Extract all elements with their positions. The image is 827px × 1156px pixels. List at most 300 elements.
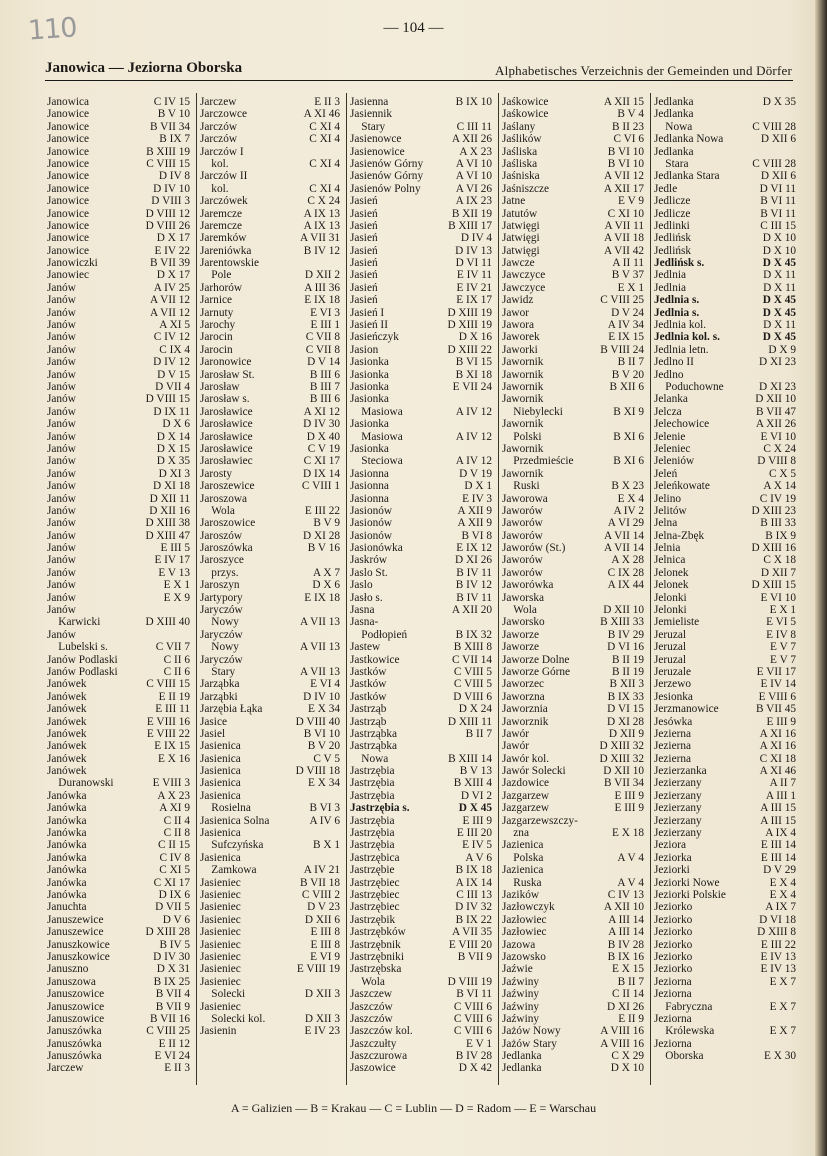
place-name: Jasienowce bbox=[350, 133, 402, 146]
place-name: Jaroszewice bbox=[200, 480, 255, 493]
grid-reference: C II 4 bbox=[163, 814, 190, 827]
place-name: Jedlnia letn. bbox=[654, 343, 709, 356]
index-entry bbox=[654, 765, 796, 777]
grid-reference: D X 11 bbox=[763, 281, 796, 294]
index-entry bbox=[502, 666, 644, 678]
place-name: Jastrzębia bbox=[350, 765, 395, 778]
grid-reference: D XII 6 bbox=[760, 170, 796, 183]
place-name: Janów bbox=[47, 579, 76, 592]
index-entry bbox=[47, 926, 190, 938]
place-name: Jastków bbox=[350, 678, 387, 691]
grid-reference: E II 9 bbox=[618, 1012, 644, 1025]
place-name: przys. bbox=[200, 566, 239, 579]
place-name: Jastrzębków bbox=[350, 926, 406, 939]
column-divider bbox=[346, 93, 347, 1085]
index-entry bbox=[47, 579, 190, 591]
grid-reference: D VIII 19 bbox=[447, 975, 492, 988]
index-entry bbox=[502, 740, 644, 752]
grid-reference: D VII 5 bbox=[155, 901, 190, 914]
grid-reference: A VI 10 bbox=[455, 170, 492, 183]
grid-reference: B IV 12 bbox=[303, 244, 340, 257]
place-name: Jaroszówka bbox=[200, 542, 253, 555]
grid-reference: D XII 2 bbox=[304, 269, 340, 282]
index-entry bbox=[502, 703, 644, 715]
grid-reference: B XII 3 bbox=[609, 678, 644, 691]
book-spine-shadow bbox=[815, 0, 827, 1156]
index-entry bbox=[502, 1062, 644, 1074]
place-name: Jasień bbox=[350, 281, 378, 294]
grid-reference: A V 6 bbox=[465, 851, 492, 864]
grid-reference: C X 29 bbox=[611, 1050, 644, 1063]
place-name: Jasień bbox=[350, 294, 378, 307]
index-entry bbox=[350, 121, 492, 133]
index-entry bbox=[47, 220, 190, 232]
place-name: Nowa bbox=[654, 120, 693, 133]
index-entry bbox=[200, 629, 340, 641]
index-entry bbox=[350, 356, 492, 368]
index-entry bbox=[200, 245, 340, 257]
place-name: Jasieniec bbox=[200, 901, 241, 914]
grid-reference: D VIII 12 bbox=[145, 207, 190, 220]
place-name: Jaslo St. bbox=[350, 566, 388, 579]
place-name: Jedlińsk s. bbox=[654, 257, 705, 270]
grid-reference: A IV 34 bbox=[607, 319, 644, 332]
place-name: Jaryczów bbox=[200, 604, 243, 617]
index-entry bbox=[654, 641, 796, 653]
index-entry bbox=[350, 158, 492, 170]
place-name: Jatwięgi bbox=[502, 232, 540, 245]
index-entry bbox=[200, 901, 340, 913]
grid-reference: B III 6 bbox=[309, 368, 340, 381]
grid-reference: D XIII 38 bbox=[145, 517, 190, 530]
index-entry bbox=[502, 827, 644, 839]
place-name: Jeziorko bbox=[654, 938, 693, 951]
index-entry bbox=[502, 418, 644, 430]
index-entry bbox=[502, 678, 644, 690]
grid-reference: A VII 13 bbox=[300, 616, 340, 629]
place-name: Jeruzal bbox=[654, 628, 686, 641]
grid-reference: C VIII 15 bbox=[146, 157, 190, 170]
place-name: Jemieliste bbox=[654, 616, 700, 629]
index-entry bbox=[502, 716, 644, 728]
index-entry bbox=[200, 208, 340, 220]
grid-reference: A IX 14 bbox=[455, 876, 492, 889]
place-name: Jasionów bbox=[350, 517, 393, 530]
grid-reference: D XII 10 bbox=[603, 765, 644, 778]
place-name: Jedlanka Stara bbox=[654, 170, 720, 183]
place-name: Janowice bbox=[47, 133, 90, 146]
index-entry bbox=[350, 654, 492, 666]
index-entry bbox=[200, 530, 340, 542]
index-entry bbox=[47, 542, 190, 554]
index-entry bbox=[654, 914, 796, 926]
place-name: Jasieniec bbox=[200, 926, 241, 939]
grid-reference: A IV 12 bbox=[455, 405, 492, 418]
grid-reference: E V 13 bbox=[158, 566, 190, 579]
place-name: Janowiec bbox=[47, 269, 90, 282]
index-entry bbox=[200, 468, 340, 480]
index-entry bbox=[502, 146, 644, 158]
place-name: Jawornik bbox=[502, 393, 544, 406]
place-name: Steciowa bbox=[350, 455, 403, 468]
grid-reference: D X 40 bbox=[306, 430, 340, 443]
grid-reference: A XII 17 bbox=[603, 182, 644, 195]
grid-reference: E IV 21 bbox=[456, 281, 492, 294]
index-entry bbox=[47, 629, 190, 641]
index-entry bbox=[502, 195, 644, 207]
grid-reference: D X 14 bbox=[156, 430, 190, 443]
index-entry bbox=[654, 976, 796, 988]
place-name: Janówek bbox=[47, 752, 87, 765]
grid-reference: A IX 44 bbox=[607, 579, 644, 592]
index-entry bbox=[350, 455, 492, 467]
index-entry bbox=[654, 592, 796, 604]
index-entry bbox=[47, 852, 190, 864]
index-entry bbox=[502, 356, 644, 368]
grid-reference: C II 14 bbox=[611, 988, 644, 1001]
index-entry bbox=[200, 666, 340, 678]
place-name: Jastrzębik bbox=[350, 913, 396, 926]
place-name: Jeziorki Polskie bbox=[654, 889, 726, 901]
place-name: Jezierzany bbox=[654, 802, 702, 815]
grid-reference: D XIII 32 bbox=[599, 752, 644, 765]
place-name: Jastrzębia s. bbox=[350, 802, 410, 815]
grid-reference: D XIII 15 bbox=[751, 579, 796, 592]
grid-reference: A IV 25 bbox=[153, 281, 190, 294]
grid-reference: B V 16 bbox=[307, 542, 340, 555]
index-entry bbox=[200, 963, 340, 975]
place-name: Jarocin bbox=[200, 343, 233, 356]
place-name: Janów bbox=[47, 343, 76, 356]
grid-reference: A III 1 bbox=[765, 789, 796, 802]
index-entry bbox=[502, 269, 644, 281]
index-entry bbox=[200, 170, 340, 182]
grid-reference: A VIII 16 bbox=[600, 1037, 644, 1050]
place-name: Jaworów bbox=[502, 504, 543, 517]
index-entry bbox=[47, 245, 190, 257]
grid-reference: D XIII 40 bbox=[145, 616, 190, 629]
place-name: Jasiel bbox=[200, 727, 226, 740]
grid-reference: C IV 8 bbox=[159, 851, 190, 864]
grid-reference: C VIII 5 bbox=[453, 665, 492, 678]
index-entry bbox=[502, 815, 644, 827]
place-name: Jeziorna bbox=[654, 1012, 692, 1025]
index-entry bbox=[502, 208, 644, 220]
grid-reference: E IV 13 bbox=[760, 963, 796, 976]
place-name: Jaźwie bbox=[502, 963, 533, 976]
index-entry bbox=[654, 790, 796, 802]
place-name: Wola bbox=[350, 975, 385, 988]
place-name: Lubelski s. bbox=[47, 641, 108, 654]
grid-reference: C VII 7 bbox=[155, 641, 190, 654]
place-name: Nowy bbox=[200, 616, 239, 629]
grid-reference: B IV 5 bbox=[159, 938, 190, 951]
grid-reference: B VII 9 bbox=[457, 950, 492, 963]
grid-reference: C VI 6 bbox=[613, 133, 644, 146]
grid-reference: A XII 9 bbox=[457, 517, 492, 530]
place-name: Jeziorko bbox=[654, 913, 693, 926]
index-entry bbox=[350, 939, 492, 951]
place-name: Jedlnia bbox=[654, 281, 686, 294]
index-entry bbox=[502, 493, 644, 505]
index-entry bbox=[502, 963, 644, 975]
index-entry bbox=[47, 976, 190, 988]
place-name: Janów bbox=[47, 306, 76, 319]
place-name: Januszkowice bbox=[47, 938, 110, 951]
index-entry bbox=[350, 493, 492, 505]
index-entry bbox=[200, 331, 340, 343]
index-entry bbox=[350, 1013, 492, 1025]
place-name: Jawornik bbox=[502, 368, 544, 381]
place-name: Januszewice bbox=[47, 913, 104, 926]
index-entry bbox=[654, 753, 796, 765]
index-entry bbox=[200, 480, 340, 492]
place-name: Jasionka bbox=[350, 418, 389, 431]
grid-reference: D V 19 bbox=[459, 467, 492, 480]
place-name: Jarnuty bbox=[200, 306, 234, 319]
index-entry bbox=[47, 592, 190, 604]
grid-reference: E VIII 3 bbox=[152, 777, 190, 790]
grid-reference: C VIII 1 bbox=[301, 480, 340, 493]
index-entry bbox=[502, 505, 644, 517]
place-name: Jaremków bbox=[200, 232, 247, 245]
place-name: Jedlnia kol. bbox=[654, 319, 707, 332]
grid-reference: B XIII 33 bbox=[600, 616, 644, 629]
place-name: Janów bbox=[47, 517, 76, 530]
index-entry bbox=[502, 183, 644, 195]
place-name: Janów bbox=[47, 591, 76, 604]
place-name: Jasienna bbox=[350, 96, 389, 108]
place-name: Jesówka bbox=[654, 715, 693, 728]
index-entry bbox=[200, 765, 340, 777]
grid-reference: C IX 4 bbox=[159, 343, 190, 356]
index-entry bbox=[200, 121, 340, 133]
place-name: Ruski bbox=[502, 480, 540, 493]
place-name: Jezierzany bbox=[654, 827, 702, 840]
place-name: Janowice bbox=[47, 195, 90, 208]
grid-reference: A III 36 bbox=[304, 281, 340, 294]
grid-reference: B VI 11 bbox=[456, 988, 492, 1001]
place-name: Oborska bbox=[654, 1050, 704, 1063]
index-entry bbox=[350, 579, 492, 591]
grid-reference: A VII 31 bbox=[300, 232, 340, 245]
index-entry bbox=[502, 1038, 644, 1050]
index-entry bbox=[47, 567, 190, 579]
index-entry bbox=[654, 839, 796, 851]
place-name: Jedle bbox=[654, 182, 678, 195]
index-entry bbox=[654, 852, 796, 864]
grid-reference: E VI 10 bbox=[760, 591, 796, 604]
place-name: Januszowice bbox=[47, 1000, 105, 1013]
index-entry bbox=[350, 703, 492, 715]
index-entry bbox=[200, 393, 340, 405]
index-entry bbox=[47, 678, 190, 690]
grid-reference: D X 10 bbox=[762, 244, 796, 257]
grid-reference: E X 34 bbox=[307, 777, 340, 790]
place-name: Jeruzal bbox=[654, 653, 686, 666]
index-entry bbox=[350, 269, 492, 281]
index-entry bbox=[200, 344, 340, 356]
grid-reference: B XI 6 bbox=[613, 430, 644, 443]
index-entry bbox=[47, 877, 190, 889]
index-entry bbox=[654, 901, 796, 913]
place-name: Jelnica bbox=[654, 554, 686, 567]
place-name: Jaworów (St.) bbox=[502, 542, 566, 555]
grid-reference: D X 6 bbox=[162, 418, 190, 431]
index-entry bbox=[47, 331, 190, 343]
place-name: Januszowice bbox=[47, 1012, 105, 1025]
index-entry bbox=[47, 864, 190, 876]
index-entry bbox=[502, 641, 644, 653]
grid-reference: E III 14 bbox=[760, 839, 796, 852]
place-name: Janowice bbox=[47, 170, 90, 183]
grid-reference: A IX 4 bbox=[765, 827, 796, 840]
index-entry bbox=[654, 604, 796, 616]
place-name: Jasieniec bbox=[200, 913, 241, 926]
index-entry bbox=[200, 777, 340, 789]
index-entry bbox=[350, 753, 492, 765]
grid-reference: E II 3 bbox=[314, 96, 340, 108]
index-entry bbox=[47, 839, 190, 851]
grid-reference: E III 9 bbox=[614, 802, 644, 815]
grid-reference: B II 7 bbox=[617, 356, 644, 369]
index-entry bbox=[350, 257, 492, 269]
grid-reference: D VII 4 bbox=[155, 380, 190, 393]
grid-reference: D XII 3 bbox=[304, 1012, 340, 1025]
place-name: Jastrzębiec bbox=[350, 876, 400, 889]
place-name: Janów bbox=[47, 294, 76, 307]
index-entry bbox=[654, 133, 796, 145]
index-entry bbox=[200, 542, 340, 554]
place-name: Jarczów bbox=[200, 120, 238, 133]
grid-reference: E VI 4 bbox=[310, 678, 340, 691]
place-name: Jazików bbox=[502, 889, 540, 901]
index-entry bbox=[654, 294, 796, 306]
index-entry bbox=[350, 666, 492, 678]
place-name: Jawidz bbox=[502, 294, 534, 307]
place-name: Jazgarzewszczy- bbox=[502, 814, 578, 827]
place-name: Jaśniszcze bbox=[502, 182, 550, 195]
grid-reference: D XII 10 bbox=[755, 393, 796, 406]
index-entry bbox=[350, 96, 492, 108]
place-name: Jawornik bbox=[502, 380, 544, 393]
index-entry bbox=[200, 431, 340, 443]
grid-reference: A XI 16 bbox=[759, 740, 796, 753]
place-name: kol. bbox=[200, 157, 229, 170]
place-name: Jastrzębnik bbox=[350, 938, 401, 951]
grid-reference: D X 24 bbox=[458, 703, 492, 716]
index-entry bbox=[350, 331, 492, 343]
index-entry bbox=[654, 691, 796, 703]
place-name: Janowice bbox=[47, 120, 90, 133]
place-name: Jeruzale bbox=[654, 665, 692, 678]
index-entry bbox=[47, 703, 190, 715]
index-entry bbox=[200, 728, 340, 740]
index-entry bbox=[350, 740, 492, 752]
place-name: Jaworek bbox=[502, 331, 540, 344]
index-entry bbox=[47, 319, 190, 331]
index-entry bbox=[502, 170, 644, 182]
index-entry bbox=[47, 195, 190, 207]
index-entry bbox=[350, 604, 492, 616]
grid-reference: A X 14 bbox=[763, 480, 796, 493]
index-entry bbox=[350, 369, 492, 381]
grid-reference: E III 5 bbox=[160, 542, 190, 555]
index-entry bbox=[502, 554, 644, 566]
place-name: Jasionna bbox=[350, 492, 389, 505]
grid-reference: C VIII 25 bbox=[146, 1025, 190, 1038]
place-name: Jarczew bbox=[47, 1062, 84, 1075]
grid-reference: C X 5 bbox=[769, 467, 796, 480]
index-entry bbox=[350, 1001, 492, 1013]
index-entry bbox=[47, 988, 190, 1000]
index-entry bbox=[47, 146, 190, 158]
place-name: Jaszowice bbox=[350, 1062, 396, 1075]
index-entry bbox=[350, 468, 492, 480]
place-name: Janów bbox=[47, 455, 76, 468]
index-entry bbox=[47, 728, 190, 740]
index-entry bbox=[654, 96, 796, 108]
index-entry bbox=[654, 716, 796, 728]
grid-reference: A VI 10 bbox=[455, 157, 492, 170]
place-name: Jaźwiny bbox=[502, 988, 540, 1001]
index-column-2 bbox=[200, 96, 340, 1038]
place-name: Karwicki bbox=[47, 616, 101, 629]
place-name: Jastrzębiec bbox=[350, 889, 400, 901]
grid-reference: B II 19 bbox=[611, 665, 644, 678]
place-name: Janowice bbox=[47, 182, 90, 195]
grid-reference: D XIII 47 bbox=[145, 529, 190, 542]
grid-reference: C XI 4 bbox=[309, 133, 340, 146]
index-entry bbox=[200, 914, 340, 926]
grid-reference: E IV 5 bbox=[462, 839, 492, 852]
place-name: Jedlanka bbox=[654, 108, 694, 121]
grid-reference: D XI 23 bbox=[758, 380, 796, 393]
place-name: Jawczyce bbox=[502, 281, 546, 294]
grid-reference: C VII 8 bbox=[305, 331, 340, 344]
index-entry bbox=[350, 294, 492, 306]
grid-reference: D IV 32 bbox=[455, 901, 492, 914]
place-name: Jarosław St. bbox=[200, 368, 255, 381]
place-name: Jelechowice bbox=[654, 418, 710, 431]
grid-reference: B V 10 bbox=[157, 108, 190, 121]
place-name: Jedlno bbox=[654, 368, 684, 381]
place-name: Janów bbox=[47, 492, 76, 505]
place-name: Jasieniec bbox=[200, 963, 241, 976]
index-entry bbox=[502, 232, 644, 244]
index-entry bbox=[502, 753, 644, 765]
index-entry bbox=[502, 393, 644, 405]
index-entry bbox=[200, 641, 340, 653]
index-entry bbox=[47, 307, 190, 319]
index-entry bbox=[200, 579, 340, 591]
index-entry bbox=[47, 740, 190, 752]
index-entry bbox=[200, 802, 340, 814]
place-name: Jastkowice bbox=[350, 653, 400, 666]
index-entry bbox=[350, 777, 492, 789]
grid-reference: A II 7 bbox=[769, 777, 796, 790]
index-entry bbox=[350, 864, 492, 876]
grid-reference: D X 1 bbox=[464, 480, 492, 493]
index-entry bbox=[47, 294, 190, 306]
place-name: Janówka bbox=[47, 839, 87, 852]
column-divider bbox=[196, 93, 197, 1085]
index-entry bbox=[47, 691, 190, 703]
index-entry bbox=[502, 431, 644, 443]
grid-reference: A X 23 bbox=[459, 145, 492, 158]
index-entry bbox=[200, 877, 340, 889]
grid-reference: B VII 34 bbox=[604, 777, 644, 790]
